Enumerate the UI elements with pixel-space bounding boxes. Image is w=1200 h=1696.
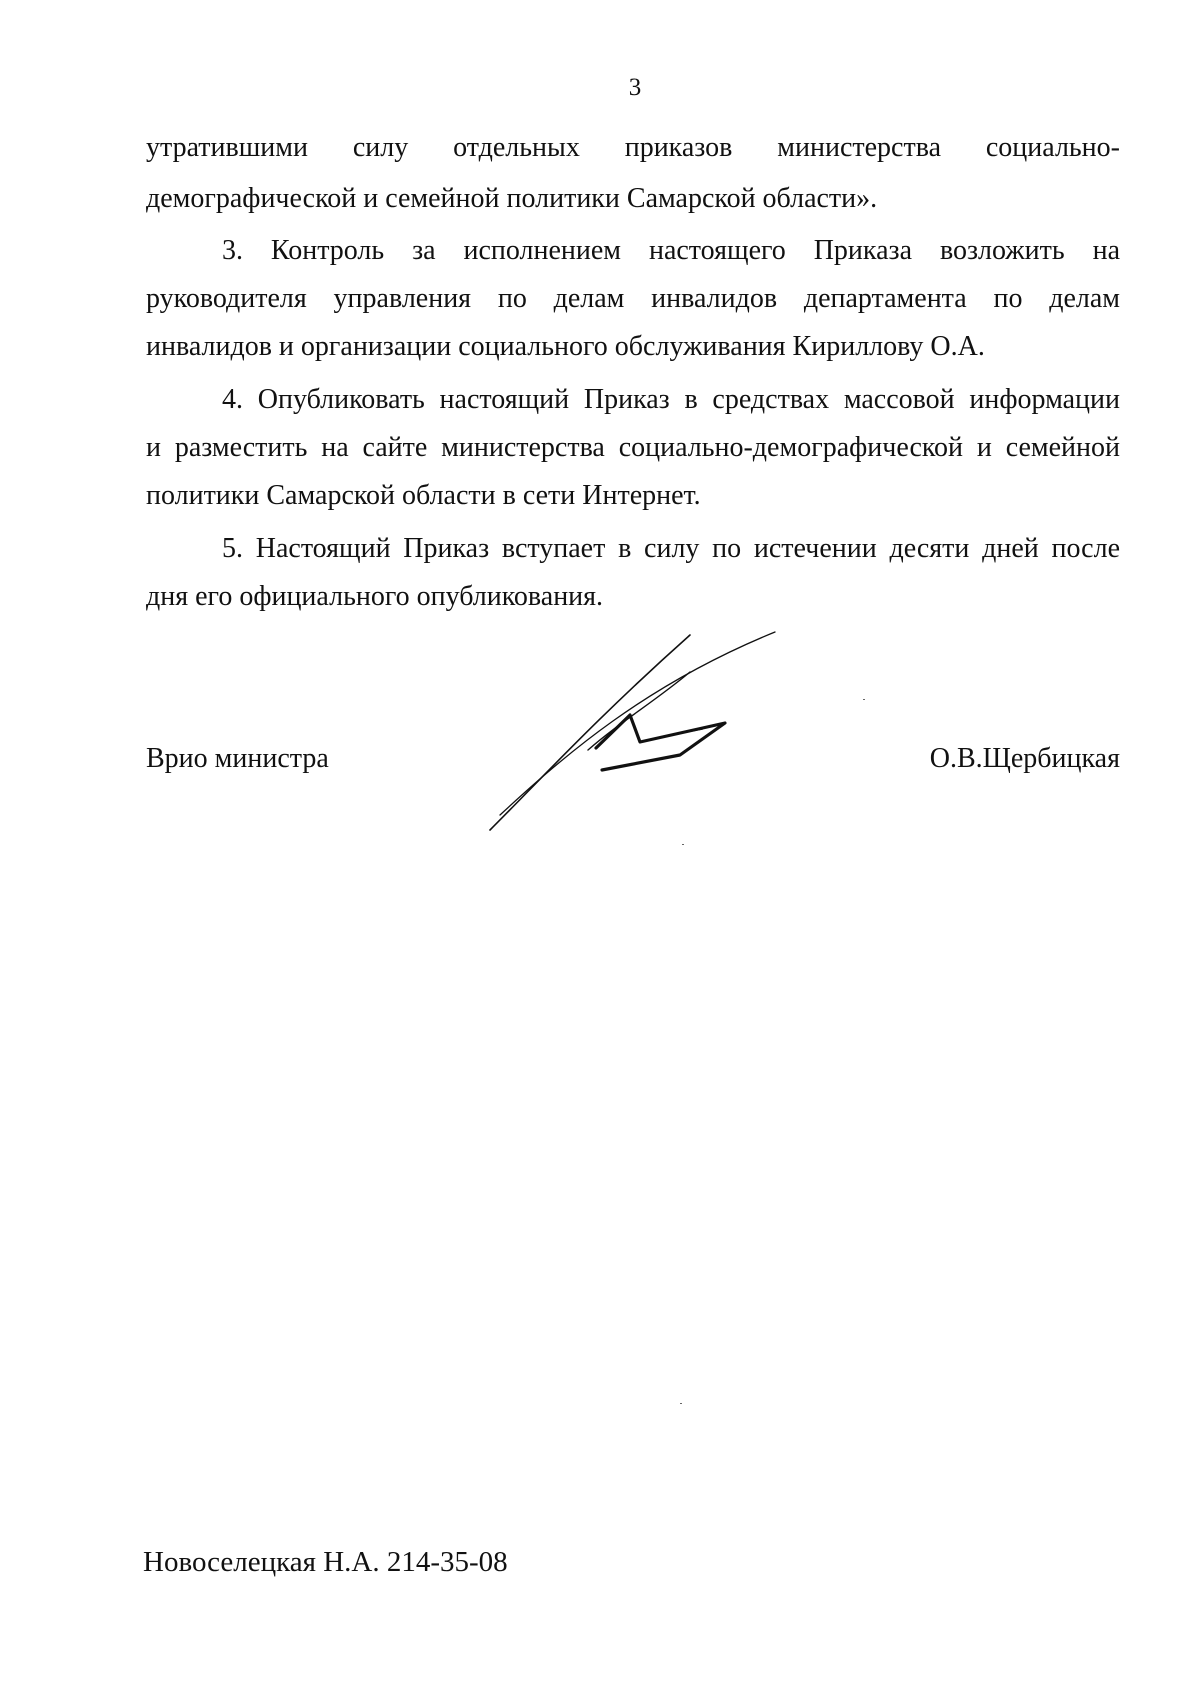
signer-position-title: Врио министра [146,743,329,774]
handwritten-signature [470,620,790,840]
body-line-1: утратившими силу отдельных приказов министерства социально- [146,132,1120,163]
page-number: 3 [628,74,642,101]
scan-speck [682,844,684,845]
body-line-7: и разместить на сайте министерства социально-демографической и семейной [146,432,1120,463]
scan-speck [680,1403,682,1404]
signer-name: О.В.Щербицкая [929,743,1120,774]
body-line-8: политики Самарской области в сети Интернет. [146,480,701,511]
footer-contact: Новоселецкая Н.А. 214-35-08 [143,1546,508,1578]
body-line-9: 5. Настоящий Приказ вступает в силу по истечении десяти дней после [222,533,1120,564]
body-line-3: 3. Контроль за исполнением настоящего Приказа возложить на [222,235,1120,266]
body-line-2: демографической и семейной политики Самарской области». [146,183,878,214]
body-line-10: дня его официального опубликования. [146,581,604,612]
scan-speck [863,699,865,700]
body-line-6: 4. Опубликовать настоящий Приказ в средствах массовой информации [222,384,1120,415]
body-line-4: руководителя управления по делам инвалидов департамента по делам [146,283,1120,314]
body-line-5: инвалидов и организации социального обслуживания Кириллову О.А. [146,331,985,362]
